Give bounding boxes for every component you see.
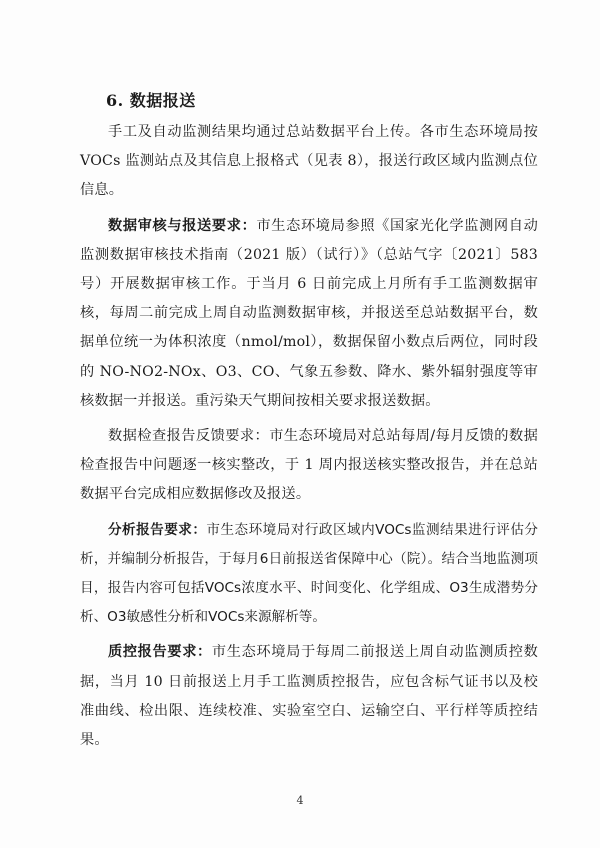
paragraph-text: 市生态环境局对行政区域内VOCs监测结果进行评估分析，并编制分析报告，于每月6日前报送省保障中心（院）。结合当地监测项目，报告内容可包括VOCs浓度水平、时间变化、化学组成、O3生成潜势分析、O3敏感性分析和VOCs来源解析等。 [80,521,538,626]
paragraph-qc-report [80,638,538,755]
paragraph-lead: 数据审核与报送要求： [108,217,257,234]
paragraph-lead: 质控报告要求： [108,644,212,661]
paragraph-text: 数据检查报告反馈要求：市生态环境局对总站每周/每月反馈的数据检查报告中问题逐一核实整改，于 1 周内报送核实整改报告，并在总站数据平台完成相应数据修改及报送。 [80,428,538,503]
paragraph-lead: 分析报告要求： [108,521,207,538]
page-number: 4 [296,794,304,807]
paragraph-upload-overview [80,118,538,206]
paragraph-text: 手工及自动监测结果均通过总站数据平台上传。各市生态环境局按 VOCs 监测站点及其信息上报格式（见表 8），报送行政区域内监测点位信息。 [80,124,538,199]
paragraph-analysis-report [80,516,538,633]
paragraph-check-report [80,422,538,510]
paragraph-text: 市生态环境局参照《国家光化学监测网自动监测数据审核技术指南（2021 版）（试行）》（总站气字〔2021〕583 号）开展数据审核工作。于当月 6 日前完成上月所有手工监测数据审核，每周二前完成上周自动监测数据审核，并报送至总站数据平台，数据单位统一为体积浓度（nmol/mol），数据保留小数点后两位，同时段的 NO-NO2-NOx、O3、CO、气象五参数、降水、紫外辐射强度等审核数据一并报送。重污染天气期间按相关要求报送数据。 [80,217,538,409]
paragraph-text: 市生态环境局于每周二前报送上周自动监测质控数据，当月 10 日前报送上月手工监测质控报告，应包含标气证书以及校准曲线、检出限、连续校准、实验室空白、运输空白、平行样等质控结果。 [80,644,538,749]
document-body [80,86,538,761]
paragraph-data-review [80,212,538,416]
section-heading: 6. 数据报送 [106,91,196,110]
